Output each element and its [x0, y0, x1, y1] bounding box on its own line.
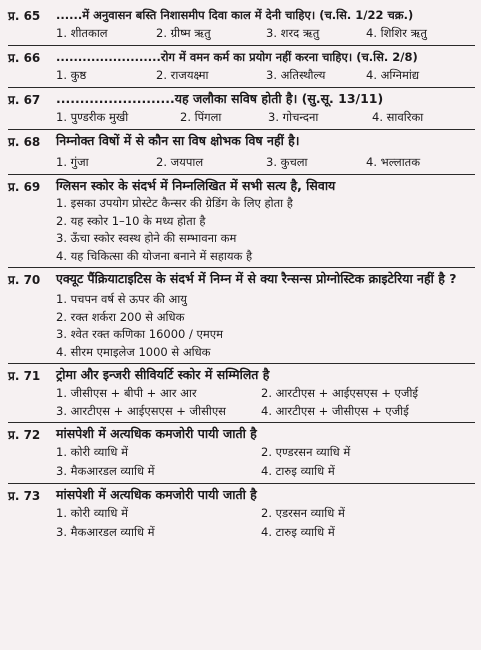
question-71	[8, 366, 475, 420]
options	[8, 108, 475, 127]
question-text: .........................यह जलौका सविष होती है। (सु.सू. 13/11)	[56, 91, 384, 106]
options	[8, 195, 475, 265]
question-text: ट्रोमा और इन्जरी सीवियर्टि स्कोर में सम्मिलित है	[56, 367, 270, 382]
options	[8, 288, 475, 361]
option-2[interactable]: 2. रक्त शर्करा 200 से अधिक	[56, 309, 185, 324]
option-4[interactable]: 4. टारुइ व्याधि में	[261, 525, 335, 539]
option-1[interactable]: 1. गुंजा	[56, 155, 89, 169]
option-3[interactable]: 3. शरद ऋतु	[266, 26, 320, 40]
option-4[interactable]: 4. आरटीएस + जीसीएस + एजीई	[261, 404, 409, 418]
question-text: ........................रोग में वमन कर्म का प्रयोग नहीं करना चाहिए। (च.सि. 2/8)	[56, 50, 418, 64]
options	[8, 443, 475, 481]
question-number: प्र. 66	[8, 51, 41, 65]
question-text: मांसपेशी में अत्यधिक कमजोरी पायी जाती है	[56, 487, 257, 502]
question-text: ......में अनुवासन बस्ति निशासमीप दिवा काल में देनी चाहिए। (च.सि. 1/22 चक्र.)	[56, 8, 414, 22]
divider	[8, 45, 475, 46]
option-2[interactable]: 2. आरटीएस + आईएसएस + एजीई	[261, 386, 419, 400]
question-72	[8, 425, 475, 481]
option-3[interactable]: 3. श्वेत रक्त कणिका 16000 / एमएम	[56, 327, 224, 341]
option-2[interactable]: 2. जयपाल	[156, 155, 204, 169]
option-3[interactable]: 3. अतिस्थौल्य	[266, 68, 326, 82]
divider	[8, 174, 475, 175]
option-3[interactable]: 3. मैकआरडल व्याधि में	[56, 525, 155, 539]
option-3[interactable]: 3. मैकआरडल व्याधि में	[56, 464, 155, 478]
question-70	[8, 270, 475, 361]
question-text: ग्लिसन स्कोर के संदर्भ में निम्नलिखित में सभी सत्य है, सिवाय	[56, 178, 336, 193]
option-3[interactable]: 3. गोचन्दना	[268, 110, 319, 124]
question-73	[8, 486, 475, 542]
option-2[interactable]: 2. एडरसन व्याधि में	[261, 506, 345, 520]
divider	[8, 267, 475, 268]
options	[8, 24, 475, 43]
option-3[interactable]: 3. ऊँचा स्कोर स्वस्थ होने की सम्भावना कम	[56, 231, 237, 245]
divider	[8, 87, 475, 88]
option-2[interactable]: 2. पिंगला	[180, 110, 222, 124]
option-1[interactable]: 1. पचपन वर्ष से ऊपर की आयु	[56, 292, 187, 306]
options	[8, 150, 475, 172]
question-66	[8, 48, 475, 85]
option-1[interactable]: 1. पुण्डरीक मुखी	[56, 110, 129, 124]
option-3[interactable]: 3. आरटीएस + आईएसएस + जीसीएस	[56, 404, 226, 418]
option-1[interactable]: 1. कुष्ठ	[56, 68, 87, 82]
options	[8, 384, 475, 420]
divider	[8, 363, 475, 364]
option-2[interactable]: 2. राजयक्ष्मा	[156, 68, 209, 82]
question-text: एक्यूट पैंक्रियाटाइटिस के संदर्भ में निम्न में से क्या रैन्सन्स प्रोग्नोस्टिक क्राइटेरिया नहीं है ?	[56, 271, 457, 286]
divider	[8, 483, 475, 484]
option-4[interactable]: 4. सावरिका	[372, 110, 424, 124]
question-67	[8, 90, 475, 127]
question-69	[8, 177, 475, 265]
question-number: प्र. 72	[8, 428, 41, 442]
question-65	[8, 6, 475, 43]
option-4[interactable]: 4. भल्लातक	[366, 155, 421, 169]
options	[8, 66, 475, 85]
question-number: प्र. 69	[8, 180, 41, 194]
option-4[interactable]: 4. टारुइ व्याधि में	[261, 464, 335, 478]
divider	[8, 422, 475, 423]
option-2[interactable]: 2. ग्रीष्म ऋतु	[156, 26, 211, 40]
option-1[interactable]: 1. शीतकाल	[56, 26, 108, 40]
option-1[interactable]: 1. कोरी व्याधि में	[56, 506, 128, 520]
question-text: निम्नोक्त विषों में से कौन सा विष क्षोभक विष नहीं है।	[56, 133, 300, 148]
options	[8, 504, 475, 542]
option-2[interactable]: 2. एण्डरसन व्याधि में	[261, 445, 351, 459]
question-number: प्र. 65	[8, 9, 41, 23]
option-1[interactable]: 1. जीसीएस + बीपी + आर आर	[56, 386, 197, 400]
divider	[8, 129, 475, 130]
question-number: प्र. 67	[8, 93, 41, 107]
option-2[interactable]: 2. यह स्कोर 1–10 के मध्य होता है	[56, 213, 206, 228]
question-text: मांसपेशी में अत्यधिक कमजोरी पायी जाती है	[56, 426, 257, 441]
question-number: प्र. 70	[8, 273, 41, 287]
question-number: प्र. 71	[8, 369, 41, 383]
option-1[interactable]: 1. इसका उपयोग प्रोस्टेट कैन्सर की ग्रेडिंग के लिए होता है	[56, 196, 293, 210]
question-number: प्र. 73	[8, 489, 41, 503]
option-4[interactable]: 4. शिशिर ऋतु	[366, 26, 427, 40]
question-68	[8, 132, 475, 172]
question-number: प्र. 68	[8, 135, 41, 149]
option-4[interactable]: 4. यह चिकित्सा की योजना बनाने में सहायक है	[56, 248, 253, 263]
option-1[interactable]: 1. कोरी व्याधि में	[56, 445, 128, 459]
option-3[interactable]: 3. कुचला	[266, 155, 308, 169]
option-4[interactable]: 4. अग्निमांद्य	[366, 68, 420, 82]
option-4[interactable]: 4. सीरम एमाइलेज 1000 से अधिक	[56, 344, 211, 359]
